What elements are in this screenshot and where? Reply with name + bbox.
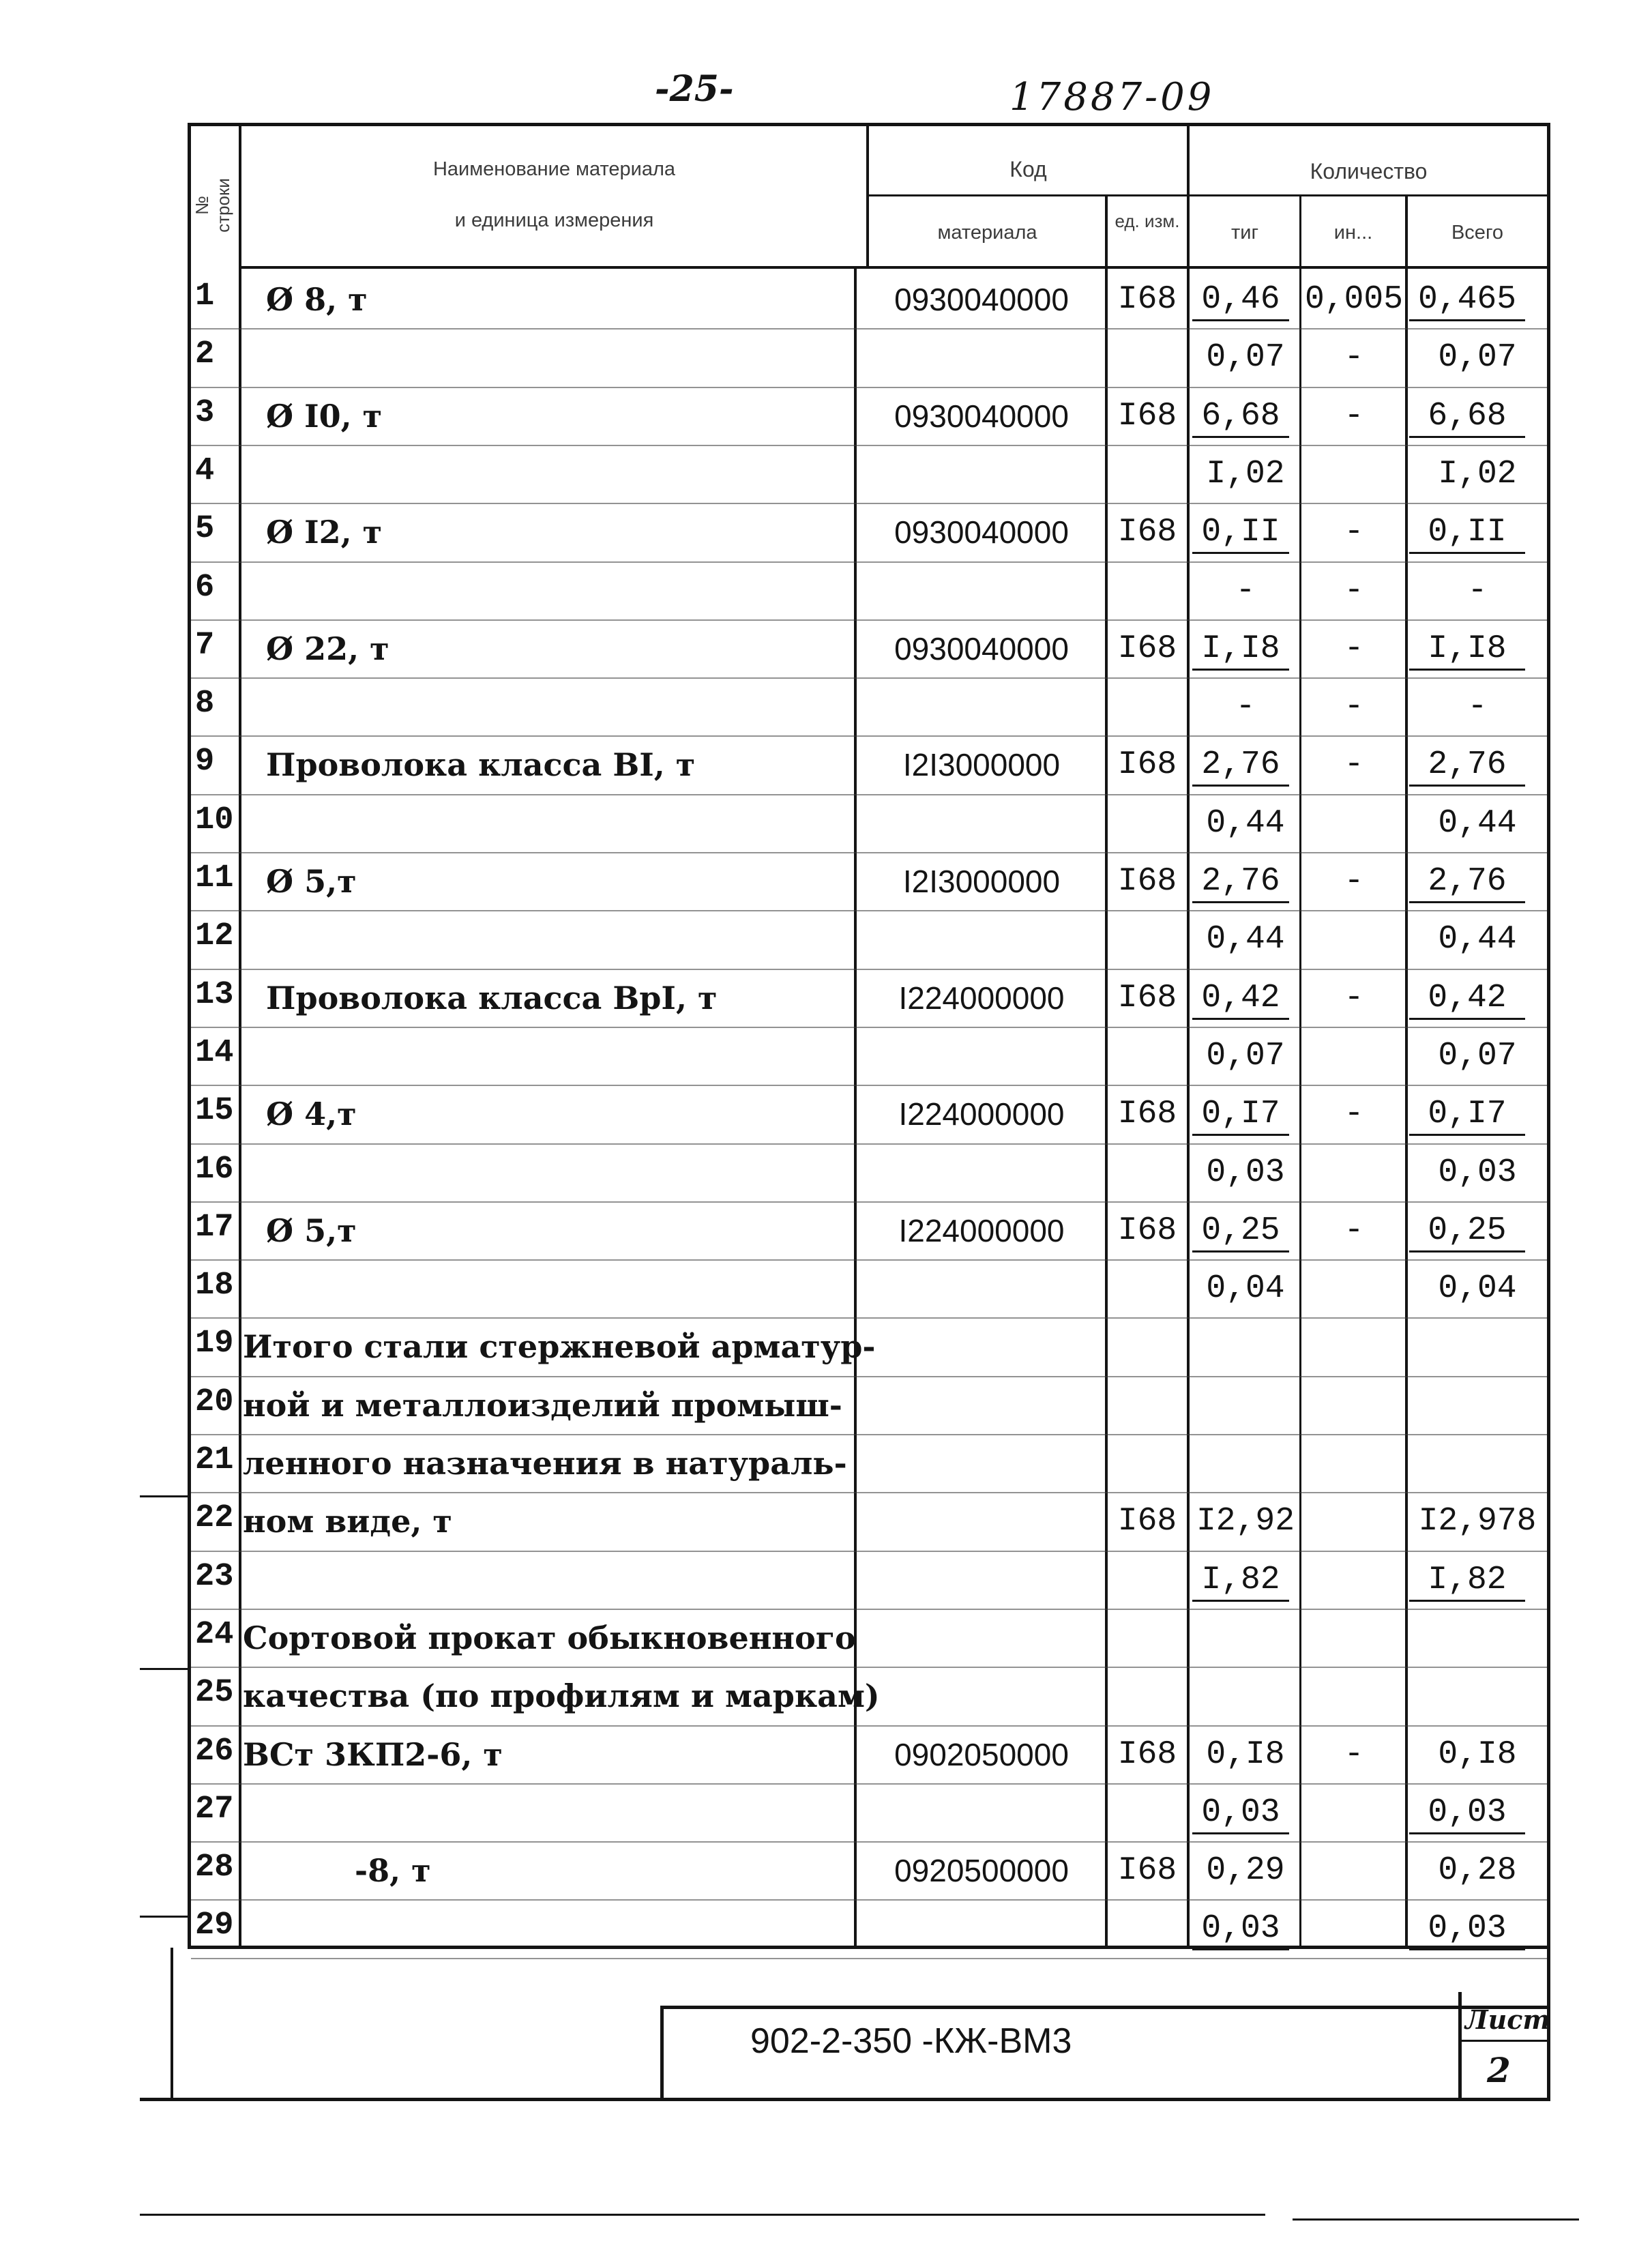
qty-in: - <box>1344 688 1364 726</box>
qty-total: I,82 <box>1409 1562 1525 1602</box>
material-code: 0902050000 <box>894 1736 1069 1772</box>
row-number: 6 <box>195 569 215 606</box>
row-separator <box>191 1841 1547 1843</box>
material-name: ленного назначения в натураль- <box>243 1445 847 1482</box>
unit-code: I68 <box>1117 863 1177 900</box>
header-qty-in: ин... <box>1333 222 1373 244</box>
row-number: 20 <box>195 1383 234 1420</box>
qty-total: 0,44 <box>1438 804 1517 842</box>
qty-tig: 0,25 <box>1192 1212 1289 1252</box>
material-code: I224000000 <box>898 980 1065 1016</box>
qty-tig: 2,76 <box>1192 746 1289 787</box>
row-number: 24 <box>195 1616 234 1653</box>
qty-total: 6,68 <box>1409 398 1525 438</box>
material-code: I224000000 <box>898 1212 1065 1248</box>
qty-in: - <box>1344 397 1364 435</box>
material-name: Проволока класса BpI, т <box>266 979 718 1016</box>
qty-tig: 0,II <box>1192 514 1289 554</box>
row-separator <box>191 1201 1547 1203</box>
row-separator <box>191 1434 1547 1435</box>
material-name: Ø 5,т <box>266 1212 357 1249</box>
qty-tig: I2,92 <box>1196 1503 1295 1540</box>
row-separator <box>191 1958 1547 1959</box>
qty-tig: 0,07 <box>1206 1037 1285 1074</box>
row-separator <box>191 1899 1547 1901</box>
row-number: 11 <box>195 860 234 896</box>
row-number: 26 <box>195 1733 234 1770</box>
material-name: ном виде, т <box>243 1503 452 1540</box>
qty-in: - <box>1344 1735 1364 1773</box>
row-number: 18 <box>195 1268 234 1304</box>
row-number: 10 <box>195 802 234 838</box>
qty-tig: I,I8 <box>1192 630 1289 671</box>
row-number: 1 <box>195 278 215 314</box>
qty-in: - <box>1344 746 1364 784</box>
qty-tig: 0,07 <box>1206 339 1285 377</box>
material-name: ВСт 3КП2-6, т <box>243 1735 503 1773</box>
row-number: 8 <box>195 686 215 722</box>
qty-tig: - <box>1235 688 1256 726</box>
row-separator <box>191 503 1547 504</box>
header-code-unit: ед. изм. <box>1115 211 1180 231</box>
row-separator <box>191 1376 1547 1377</box>
row-separator <box>191 1783 1547 1785</box>
qty-total: 0,25 <box>1409 1212 1525 1252</box>
material-name: Итого стали стержневой арматур- <box>243 1328 876 1366</box>
qty-tig: 0,42 <box>1192 980 1289 1020</box>
material-code: 0920500000 <box>894 1853 1069 1889</box>
qty-in: - <box>1344 863 1364 900</box>
qty-total: 0,42 <box>1409 980 1525 1020</box>
qty-total: 0,07 <box>1438 1037 1517 1074</box>
row-separator <box>191 561 1547 563</box>
row-separator <box>191 1667 1547 1668</box>
qty-tig: 0,03 <box>1206 1154 1285 1191</box>
qty-total: 2,76 <box>1409 746 1525 787</box>
row-number: 15 <box>195 1093 234 1130</box>
qty-tig: 0,03 <box>1192 1794 1289 1834</box>
row-separator <box>191 445 1547 446</box>
qty-tig: I,82 <box>1192 1562 1289 1602</box>
document-code: 17887-09 <box>1009 75 1215 119</box>
sheet-number: 2 <box>1487 2050 1511 2090</box>
row-number: 19 <box>195 1325 234 1362</box>
row-separator <box>191 1085 1547 1086</box>
qty-in: 0,005 <box>1304 281 1404 318</box>
qty-total: 0,I7 <box>1409 1096 1525 1136</box>
row-separator <box>191 735 1547 737</box>
row-number: 13 <box>195 976 234 1013</box>
qty-tig: 0,I8 <box>1206 1735 1285 1773</box>
margin-mark <box>140 1916 188 1918</box>
unit-code: I68 <box>1117 1503 1177 1540</box>
qty-tig: I,02 <box>1206 455 1285 493</box>
qty-in: - <box>1344 514 1364 551</box>
row-separator <box>191 1609 1547 1610</box>
unit-code: I68 <box>1117 514 1177 551</box>
material-name: Проволока класса BI, т <box>266 746 696 784</box>
margin-mark <box>140 1668 188 1670</box>
header-qty-group: Количество <box>1310 159 1428 184</box>
row-number: 4 <box>195 452 215 489</box>
material-name: Ø 5,т <box>266 863 357 900</box>
row-number: 16 <box>195 1151 234 1188</box>
qty-total: - <box>1467 572 1488 609</box>
material-code: I2I3000000 <box>902 864 1061 899</box>
header-qty-tig: тиг <box>1230 222 1259 244</box>
row-separator <box>191 1317 1547 1319</box>
qty-in: - <box>1344 979 1364 1016</box>
row-number: 25 <box>195 1675 234 1712</box>
qty-total: 0,I8 <box>1438 1735 1517 1773</box>
row-separator <box>191 1492 1547 1493</box>
qty-total: 0,II <box>1409 514 1525 554</box>
row-separator <box>191 1027 1547 1028</box>
material-name: Ø 4,т <box>266 1096 357 1133</box>
unit-code: I68 <box>1117 1852 1177 1890</box>
margin-mark <box>140 1495 188 1497</box>
qty-total: 0,03 <box>1409 1794 1525 1834</box>
qty-tig: 0,46 <box>1192 281 1289 321</box>
row-number: 27 <box>195 1791 234 1828</box>
qty-total: I,02 <box>1438 455 1517 493</box>
row-separator <box>191 1259 1547 1261</box>
row-number: 23 <box>195 1558 234 1595</box>
sheet-label: Лист <box>1465 2004 1550 2035</box>
qty-tig: 0,44 <box>1206 804 1285 842</box>
footer-rule <box>140 2214 1265 2216</box>
row-separator <box>191 1725 1547 1727</box>
qty-total: I2,978 <box>1418 1503 1537 1540</box>
qty-tig: 0,04 <box>1206 1270 1285 1308</box>
qty-tig: 0,03 <box>1192 1910 1289 1950</box>
unit-code: I68 <box>1117 397 1177 435</box>
qty-total: 0,04 <box>1438 1270 1517 1308</box>
material-code: 0930040000 <box>894 630 1069 666</box>
unit-code: I68 <box>1117 1212 1177 1249</box>
header-qty-total: Всего <box>1451 222 1504 244</box>
header-name-line2: и единица измерения <box>454 209 654 231</box>
row-separator <box>191 794 1547 795</box>
row-separator <box>191 1551 1547 1552</box>
drawing-designation: 902-2-350 -КЖ-ВМ3 <box>750 2021 1072 2061</box>
unit-code: I68 <box>1117 979 1177 1016</box>
header-code-material: материала <box>937 222 1037 244</box>
header-code-group: Код <box>1009 157 1047 181</box>
row-separator <box>191 619 1547 621</box>
material-code: I224000000 <box>898 1096 1065 1132</box>
material-name: Сортовой прокат обыкновенного <box>243 1619 856 1656</box>
row-number: 17 <box>195 1209 234 1246</box>
qty-in: - <box>1344 1212 1364 1249</box>
unit-code: I68 <box>1117 1735 1177 1773</box>
row-number: 2 <box>195 336 215 373</box>
header-name-line1: Наименование материала <box>432 158 676 180</box>
qty-total: 0,03 <box>1409 1910 1525 1950</box>
unit-code: I68 <box>1117 746 1177 784</box>
qty-tig: 0,44 <box>1206 921 1285 958</box>
qty-in: - <box>1344 1096 1364 1133</box>
row-separator <box>191 328 1547 329</box>
qty-total: 0,28 <box>1438 1852 1517 1890</box>
material-name: ной и металлоизделий промыш- <box>243 1386 842 1424</box>
material-name: Ø I0, т <box>266 397 383 435</box>
qty-tig: - <box>1235 572 1256 609</box>
row-number: 7 <box>195 627 215 664</box>
qty-tig: 0,I7 <box>1192 1096 1289 1136</box>
row-number: 5 <box>195 511 215 548</box>
qty-total: 0,03 <box>1438 1154 1517 1191</box>
qty-in: - <box>1344 630 1364 667</box>
row-number: 9 <box>195 744 215 780</box>
row-separator <box>191 852 1547 853</box>
row-separator <box>191 969 1547 970</box>
qty-tig: 2,76 <box>1192 863 1289 903</box>
row-number: 28 <box>195 1849 234 1886</box>
material-name: Ø 8, т <box>266 281 368 318</box>
row-number: 21 <box>195 1442 234 1478</box>
row-number: 12 <box>195 918 234 955</box>
unit-code: I68 <box>1117 1096 1177 1133</box>
row-separator <box>191 910 1547 911</box>
row-number: 22 <box>195 1500 234 1537</box>
qty-total: 0,07 <box>1438 339 1517 377</box>
material-name: -8, т <box>355 1852 431 1890</box>
qty-total: - <box>1467 688 1488 726</box>
row-separator <box>191 1143 1547 1145</box>
material-code: 0930040000 <box>894 514 1069 551</box>
qty-total: 2,76 <box>1409 863 1525 903</box>
row-separator <box>191 387 1547 388</box>
page-number: -25- <box>655 68 734 110</box>
qty-in: - <box>1344 339 1364 377</box>
unit-code: I68 <box>1117 281 1177 318</box>
row-separator <box>191 677 1547 679</box>
unit-code: I68 <box>1117 630 1177 667</box>
qty-total: 0,44 <box>1438 921 1517 958</box>
material-code: I2I3000000 <box>902 747 1061 783</box>
material-name: Ø I2, т <box>266 514 383 551</box>
footer-rule <box>1293 2218 1579 2221</box>
qty-tig: 0,29 <box>1206 1852 1285 1890</box>
header-row-number: № строки <box>192 178 233 233</box>
qty-tig: 6,68 <box>1192 398 1289 438</box>
qty-total: 0,465 <box>1409 281 1525 321</box>
material-code: 0930040000 <box>894 398 1069 434</box>
qty-total: I,I8 <box>1409 630 1525 671</box>
qty-in: - <box>1344 572 1364 609</box>
material-name: качества (по профилям и маркам) <box>243 1678 880 1715</box>
row-number: 29 <box>195 1907 234 1944</box>
material-name: Ø 22, т <box>266 630 389 667</box>
row-number: 3 <box>195 394 215 431</box>
row-number: 14 <box>195 1034 234 1071</box>
material-code: 0930040000 <box>894 282 1069 317</box>
